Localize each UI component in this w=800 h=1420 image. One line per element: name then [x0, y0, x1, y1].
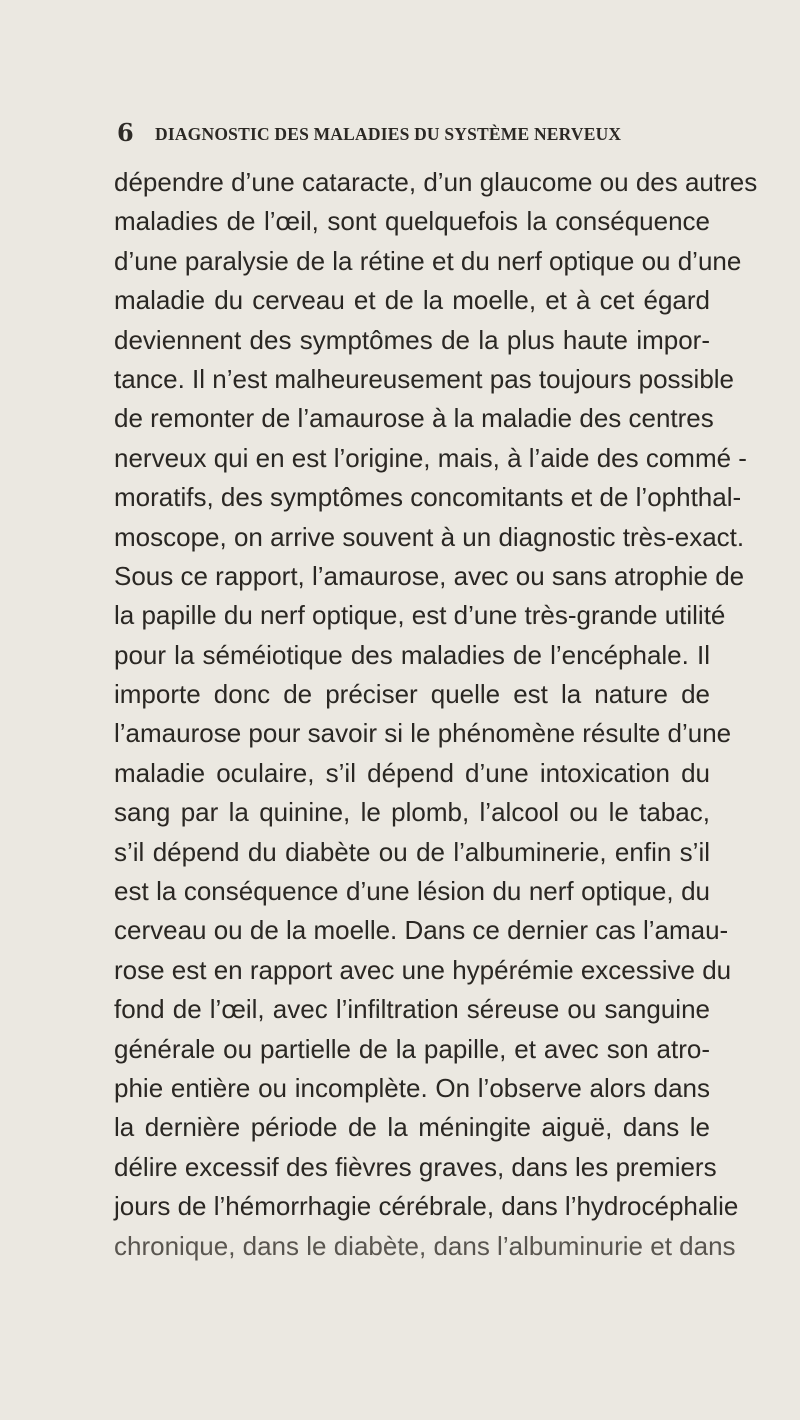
running-title: DIAGNOSTIC DES MALADIES DU SYSTÈME NERVEUX	[155, 124, 622, 144]
text-line: est la conséquence d’une lésion du nerf optique, du	[114, 876, 710, 907]
text-line: la dernière période de la méningite aiguë, dans le	[114, 1112, 710, 1143]
text-line: la papille du nerf optique, est d’une très-grande utilité	[114, 600, 726, 631]
text-line: Sous ce rapport, l’amaurose, avec ou sans atrophie de	[114, 560, 745, 591]
text-line: délire excessif des fièvres graves, dans les premiers	[114, 1151, 717, 1182]
text-line: tance. Il n’est malheureusement pas toujours possible	[114, 363, 735, 394]
text-line: moratifs, des symptômes concomitants et de l’ophthal-	[114, 482, 742, 513]
text-line: phie entière ou incomplète. On l’observe alors dans	[114, 1072, 710, 1103]
text-line: s’il dépend du diabète ou de l’albuminerie, enfin s’il	[114, 836, 710, 867]
text-line: moscope, on arrive souvent à un diagnostic très-exact.	[114, 521, 745, 552]
text-line: d’une paralysie de la rétine et du nerf optique ou d’une	[114, 245, 742, 276]
text-line: nerveux qui en est l’origine, mais, à l’aide des commé -	[114, 442, 747, 473]
text-line: générale ou partielle de la papille, et avec son atro-	[114, 1033, 710, 1064]
text-line: chronique, dans le diabète, dans l’albuminurie et dans	[114, 1230, 736, 1261]
text-line: de remonter de l’amaurose à la maladie des centres	[114, 403, 714, 434]
text-line: maladie du cerveau et de la moelle, et à cet égard	[114, 285, 710, 316]
page-header	[117, 118, 707, 148]
text-line: importe donc de préciser quelle est la nature de	[114, 679, 710, 710]
page-number: 6	[117, 118, 134, 147]
text-line: pour la séméiotique des maladies de l’encéphale. Il	[114, 639, 710, 670]
text-line: cerveau ou de la moelle. Dans ce dernier cas l’amau-	[114, 915, 729, 946]
text-line: rose est en rapport avec une hypérémie excessive du	[114, 954, 732, 985]
text-line: sang par la quinine, le plomb, l’alcool ou le tabac,	[114, 797, 710, 828]
text-line: l’amaurose pour savoir si le phénomène résulte d’une	[114, 718, 732, 749]
text-line: deviennent des symptômes de la plus haute impor-	[114, 324, 710, 355]
text-line: maladies de l’œil, sont quelquefois la conséquence	[114, 206, 710, 237]
text-line: jours de l’hémorrhagie cérébrale, dans l’hydrocéphalie	[114, 1191, 739, 1222]
body-paragraph	[114, 163, 758, 1266]
text-line: dépendre d’une cataracte, d’un glaucome ou des autres	[114, 167, 758, 197]
text-line: maladie oculaire, s’il dépend d’une intoxication du	[114, 757, 710, 788]
text-line: fond de l’œil, avec l’infiltration séreuse ou sanguine	[114, 994, 710, 1025]
